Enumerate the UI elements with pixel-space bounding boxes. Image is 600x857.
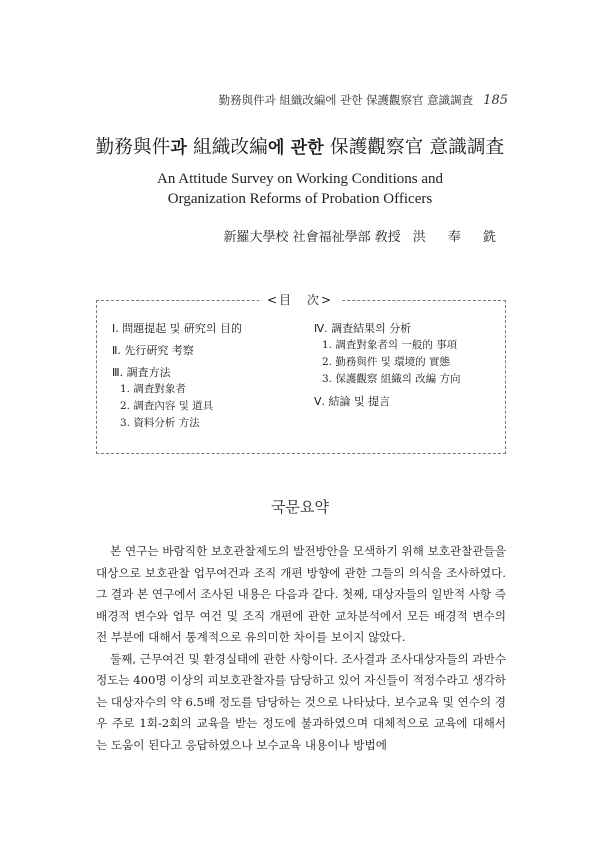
paper-title (0, 133, 600, 159)
title-part2: 과 (170, 138, 188, 158)
toc-item-3: Ⅲ. 調査方法 (112, 366, 171, 379)
toc-item-5: Ⅴ. 結論 및 提言 (314, 395, 391, 408)
abstract-body (96, 541, 506, 756)
toc-subitem-4-2: 2. 勤務與件 및 環境的 實態 (322, 356, 451, 368)
english-title-line1: An Attitude Survey on Working Conditions and (156, 171, 443, 187)
toc-label-text: <目 次> (259, 293, 341, 307)
running-head-title: 勤務與件과 組織改編에 관한 保護觀察官 意識調査 (218, 93, 474, 107)
english-title-line2: Organization Reforms of Probation Officers (167, 191, 433, 207)
toc-item-1: Ⅰ. 問題提起 및 硏究의 目的 (112, 322, 242, 335)
author-affiliation: 新羅大學校 社會福祉學部 敎授 (223, 230, 401, 245)
title-part1: 勤務與件 (95, 137, 171, 158)
abstract-heading: 국문요약 (271, 498, 329, 516)
abstract-paragraph-2: 둘째, 근무여건 및 환경실태에 관한 사항이다. 조사결과 조사대상자들의 과반수 정도는 400명 이상의 피보호관찰자를 담당하고 있어 자신들이 적정수라고 생각하는 대상자수의 약 6.5배 정도를 담당하는 것으로 나타났다. 보수교육 및 연수의 경우 주로 1회-2회의 교육을 받는 정도에 불과하였으며 대체적으로 교육에 대해서는 도움이 된다고 응답하였으나 보수교육 내용이나 방법에 (96, 651, 506, 752)
author-name: 洪 奉 銑 (412, 230, 505, 245)
toc-subitem-3-2: 2. 調査內容 및 道具 (120, 400, 214, 412)
running-head (219, 92, 508, 108)
toc-left-column (112, 320, 242, 432)
title-part5: 保護觀察官 意識調査 (323, 137, 505, 158)
toc-subitem-3-1: 1. 調査對象者 (120, 383, 186, 395)
toc-item-2: Ⅱ. 先行硏究 考察 (112, 344, 194, 357)
toc-right-column (314, 320, 461, 410)
toc-label (0, 289, 600, 308)
abstract-paragraph-1: 본 연구는 바람직한 보호관찰제도의 발전방안을 모색하기 위해 보호관찰관들을 대상으로 보호관찰 업무여건과 조직 개편 방향에 관한 그들의 의식을 조사하였다. 그 결과 본 연구에서 조사된 내용은 다음과 같다. 첫째, 대상자들의 일반적 사항 즉 배경적 변수와 업무 여건 및 조직 개편에 관한 교차분석에서 모든 배경적 변수의 전 부분에 대해서 통계적으로 유의미한 차이를 보이지 않았다. (96, 544, 506, 644)
toc-subitem-4-3: 3. 保護觀察 組織의 改編 方向 (322, 373, 461, 385)
toc-item-4: Ⅳ. 調査結果의 分析 (314, 322, 412, 335)
title-part3: 組織改編 (187, 137, 268, 158)
title-part4: 에 관한 (267, 138, 324, 158)
toc-subitem-4-1: 1. 調査對象者의 一般的 事項 (322, 339, 458, 351)
author-line (223, 226, 505, 245)
english-title (0, 169, 600, 209)
page-number: 185 (483, 93, 508, 108)
toc-subitem-3-3: 3. 資料分析 方法 (120, 417, 200, 429)
